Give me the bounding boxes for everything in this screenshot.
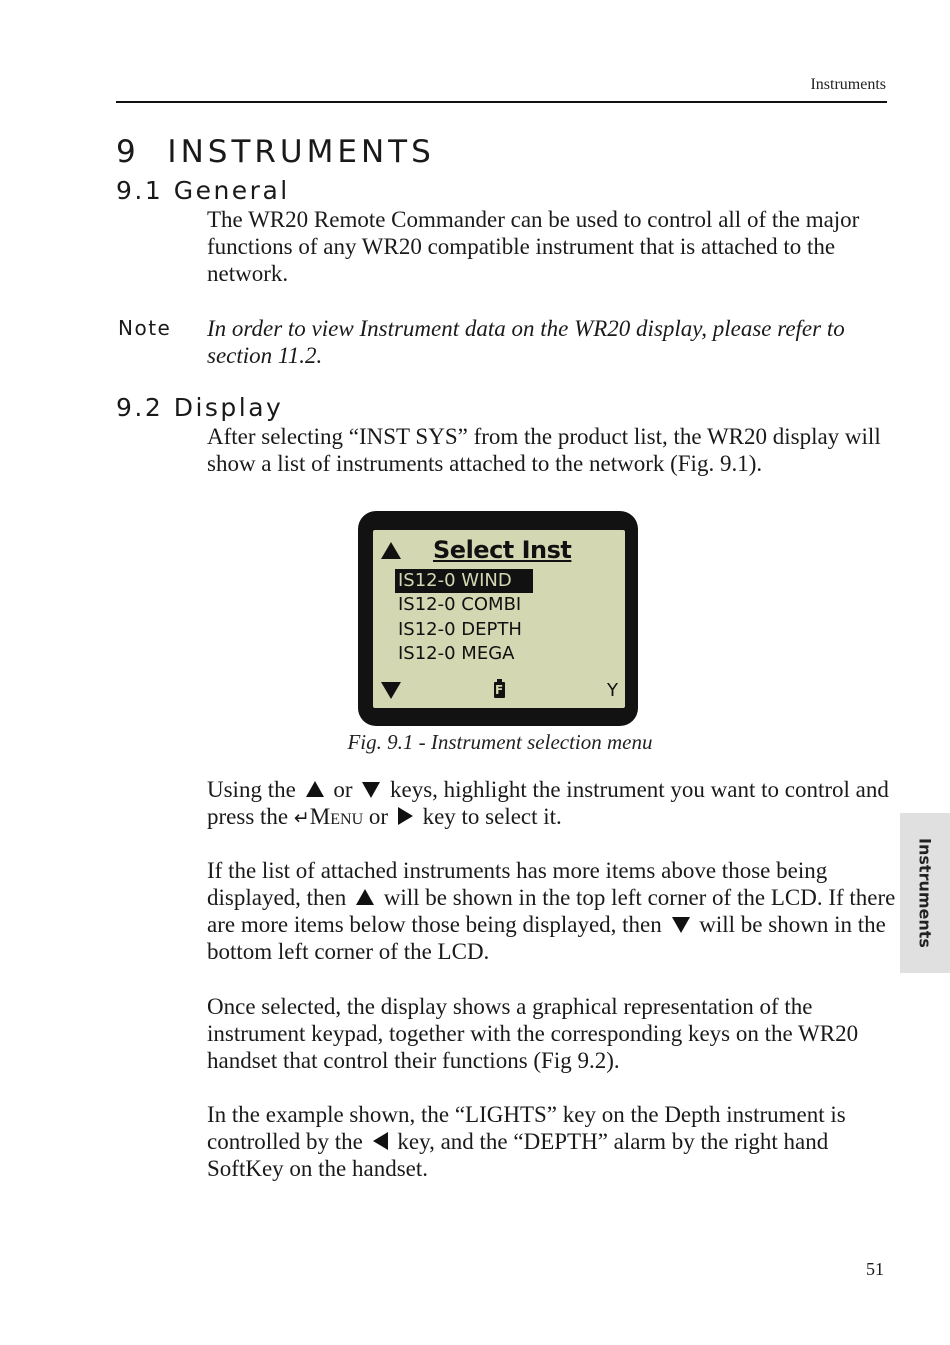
lcd-screen <box>373 530 625 708</box>
up-triangle-icon <box>306 781 324 797</box>
instructions-paragraph-1: Using the or keys, highlight the instrument you want to control and press the ↵Menu or key to select it. <box>207 777 889 829</box>
figure-caption: Fig. 9.1 - Instrument selection menu <box>347 730 653 754</box>
page-number: 51 <box>866 1259 884 1279</box>
header-rule <box>116 101 887 103</box>
down-triangle-icon <box>672 917 690 933</box>
down-triangle-icon <box>362 782 380 798</box>
lcd-list-item-mega: IS12-0 MEGA <box>398 643 515 664</box>
lcd-list-item-combi: IS12-0 COMBI <box>398 594 522 615</box>
scroll-up-arrow-icon <box>381 542 401 559</box>
note-text: In order to view Instrument data on the WR20 display, please refer to section 11.2. <box>207 316 845 368</box>
side-tab <box>900 813 950 973</box>
note-label: Note <box>118 316 172 340</box>
instructions-paragraph-3: Once selected, the display shows a graphical representation of the instrument keypad, together with the corresponding keys on the WR20 handset that control their functions (Fig 9.2). <box>207 994 859 1073</box>
section-display-intro: After selecting “INST SYS” from the product list, the WR20 display will show a list of instruments attached to the network (Fig. 9.1). <box>207 424 881 476</box>
menu-key-label: Menu <box>309 804 364 829</box>
running-head: Instruments <box>810 76 886 93</box>
side-tab-label: Instruments <box>915 838 935 948</box>
section-general-title: 9.1 General <box>116 176 290 205</box>
section-display-title: 9.2 Display <box>116 393 284 422</box>
section-general-body: The WR20 Remote Commander can be used to control all of the major functions of any WR20 compatible instrument that is attached to the network. <box>207 207 860 286</box>
up-triangle-icon <box>356 889 374 905</box>
instructions-paragraph-4: In the example shown, the “LIGHTS” key on the Depth instrument is controlled by the key, and the “DEPTH” alarm by the right hand SoftKey on the handset. <box>207 1102 846 1181</box>
left-triangle-icon <box>373 1132 388 1150</box>
battery-icon: F <box>495 683 504 697</box>
antenna-icon: Y <box>607 680 618 701</box>
instructions-paragraph-2: If the list of attached instruments has more items above those being displayed, then will be shown in the top left corner of the LCD. If there are more items below those being displayed, then will be shown in the bottom left corner of the LCD. <box>207 858 896 964</box>
enter-key-icon: ↵ <box>293 807 310 829</box>
chapter-title: 9 INSTRUMENTS <box>116 134 435 170</box>
lcd-list-item-depth: IS12-0 DEPTH <box>398 619 522 640</box>
right-triangle-icon <box>398 807 413 825</box>
lcd-title: Select Inst <box>433 536 572 564</box>
scroll-down-arrow-icon <box>381 682 401 699</box>
lcd-list-item-wind: IS12-0 WIND <box>396 570 532 592</box>
